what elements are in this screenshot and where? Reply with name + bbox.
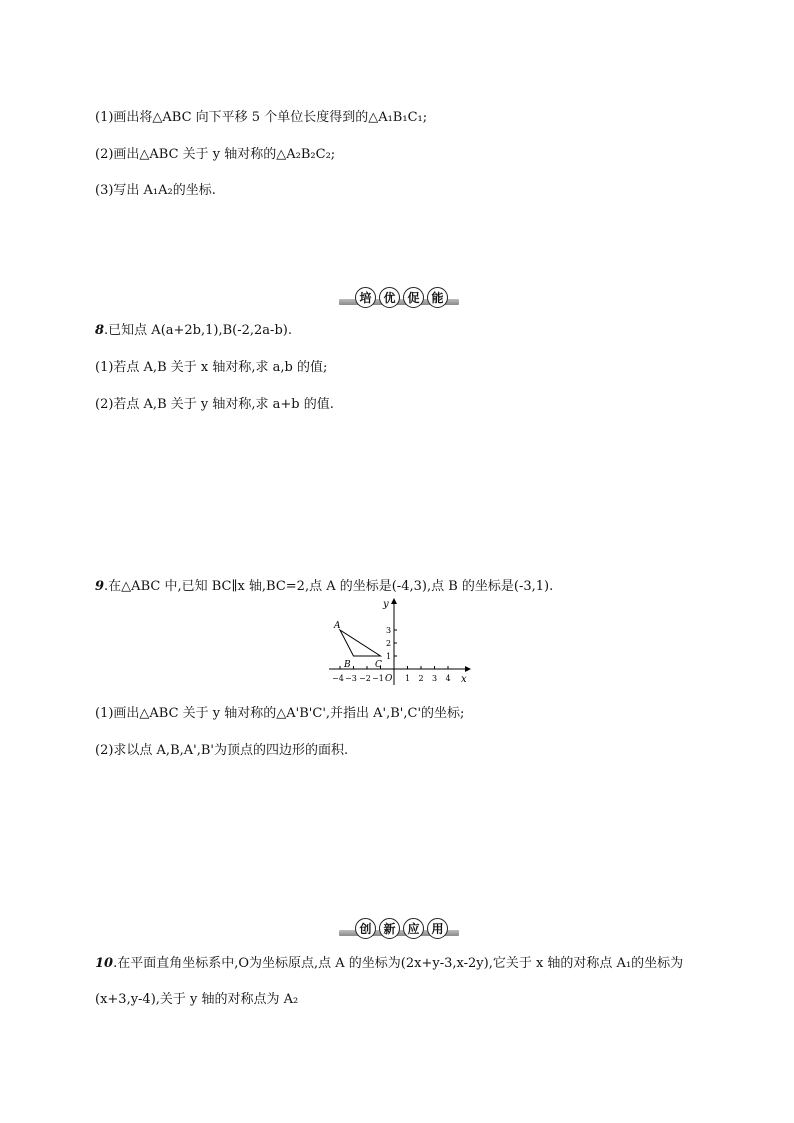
- q10-stem-line2: (x+3,y-4),关于 y 轴的对称点为 A₂: [95, 992, 299, 1007]
- x-tick-label: −1: [372, 674, 384, 683]
- x-tick-label: 3: [432, 674, 438, 683]
- y-tick-label: 2: [386, 639, 392, 648]
- y-axis-arrow: [391, 598, 397, 604]
- triangle-abc: [340, 630, 381, 656]
- banner-char: 创: [355, 918, 376, 939]
- banner-char: 优: [379, 287, 400, 308]
- q8-number: 8: [95, 323, 105, 338]
- q8-stem-text: .已知点 A(a+2b,1),B(-2,2a-b).: [104, 323, 292, 338]
- x-tick-label: −2: [359, 674, 371, 683]
- banner-char: 新: [379, 918, 400, 939]
- q8-part2: (2)若点 A,B 关于 y 轴对称,求 a+b 的值.: [95, 397, 334, 412]
- x-tick-label: 4: [445, 674, 451, 683]
- section-banner-chuangxin: [339, 918, 459, 940]
- banner-char: 应: [403, 918, 424, 939]
- vertex-c-label: C: [375, 660, 382, 670]
- x-tick-label: 2: [418, 674, 424, 683]
- x-tick-label: 1: [405, 674, 411, 683]
- q10-number: 10: [95, 956, 114, 971]
- x-axis-label: x: [461, 674, 467, 685]
- q10-stem: [95, 952, 683, 971]
- q8-part1: (1)若点 A,B 关于 x 轴对称,求 a,b 的值;: [95, 360, 328, 375]
- q9-number: 9: [95, 579, 105, 594]
- y-axis-label: y: [383, 599, 389, 610]
- banner-char: 用: [427, 918, 448, 939]
- coordinate-figure: [325, 595, 475, 687]
- y-tick-label: 3: [386, 626, 392, 635]
- q9-stem-text: .在△ABC 中,已知 BC∥x 轴,BC=2,点 A 的坐标是(-4,3),点 B 的坐标是(-3,1).: [104, 579, 554, 594]
- q7-part3: (3)写出 A₁A₂的坐标.: [95, 183, 216, 198]
- x-axis-arrow: [465, 666, 471, 672]
- section-banner-peiyou: [339, 287, 459, 309]
- origin-label: O: [385, 674, 393, 684]
- q7-part1: (1)画出将△ABC 向下平移 5 个单位长度得到的△A₁B₁C₁;: [95, 110, 428, 125]
- q10-stem-line1: .在平面直角坐标系中,O为坐标原点,点 A 的坐标为(2x+y-3,x-2y),它关于 x 轴的对称点 A₁的坐标为: [113, 956, 684, 971]
- x-tick-label: −4: [332, 674, 344, 683]
- banner-char: 培: [355, 287, 376, 308]
- q9-part1: (1)画出△ABC 关于 y 轴对称的△A'B'C',并指出 A',B',C'的坐标;: [95, 706, 465, 721]
- vertex-a-label: A: [334, 621, 341, 631]
- q7-part2: (2)画出△ABC 关于 y 轴对称的△A₂B₂C₂;: [95, 147, 336, 162]
- y-tick-label: 1: [386, 652, 392, 661]
- x-tick-label: −3: [345, 674, 357, 683]
- banner-char: 能: [427, 287, 448, 308]
- q9-stem: [95, 575, 553, 594]
- q8-stem: [95, 319, 292, 338]
- q9-part2: (2)求以点 A,B,A',B'为顶点的四边形的面积.: [95, 743, 349, 758]
- banner-char: 促: [403, 287, 424, 308]
- vertex-b-label: B: [344, 660, 351, 670]
